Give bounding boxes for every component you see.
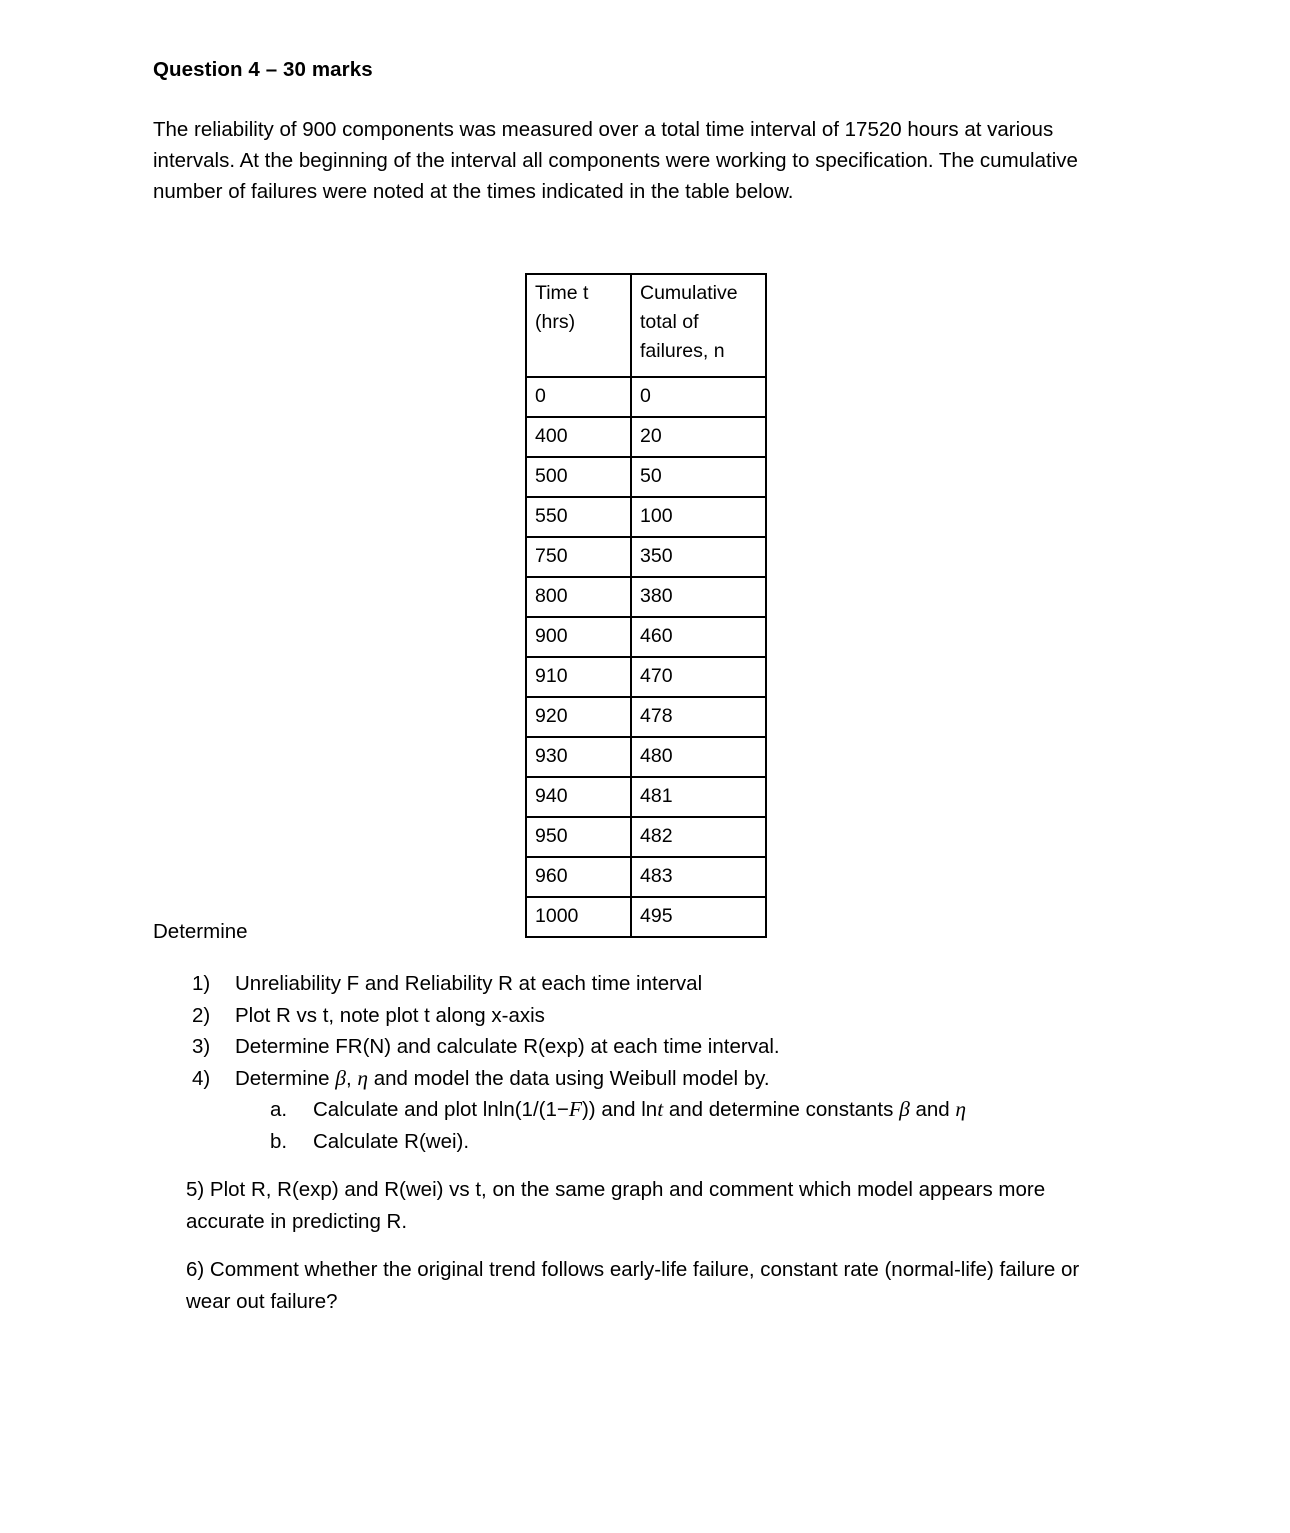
list-item-marker: 2) [192,1003,211,1027]
cell-time: 0 [526,377,631,417]
cell-time: 920 [526,697,631,737]
cell-time: 500 [526,457,631,497]
failures-table [525,273,767,938]
subitem-a-mid2: and determine constants [663,1098,900,1121]
beta-symbol: β [335,1065,346,1090]
table-row [526,497,766,537]
list-item [192,1000,1092,1032]
table-row [526,377,766,417]
cell-failures: 380 [631,577,766,617]
list-item-marker: 4) [192,1066,211,1090]
cell-failures: 100 [631,497,766,537]
page-title: Question 4 – 30 marks [153,58,373,81]
item4-lead: Determine [235,1066,336,1090]
cell-time: 400 [526,417,631,457]
list-item [192,1031,1092,1063]
cell-time: 1000 [526,897,631,937]
list-item [192,1063,1092,1095]
table-row [526,617,766,657]
subitem-a-lead: Calculate and plot lnln(1/(1− [313,1098,569,1121]
list-item [192,968,1092,1000]
cell-time: 940 [526,777,631,817]
list-item-label [235,1063,1092,1095]
cell-time: 800 [526,577,631,617]
table-header-cell-failures [631,274,766,377]
cell-time: 960 [526,857,631,897]
sub-list-item-marker: a. [270,1098,288,1121]
table-row [526,697,766,737]
eta-symbol: η [357,1065,369,1090]
f-variable: F [568,1097,582,1121]
list-item-marker: 3) [192,1035,211,1058]
cell-time: 910 [526,657,631,697]
table-header-time-line2: (hrs) [535,311,576,333]
table-header-failures-line1: Cumulative [640,282,738,304]
table-body [526,377,766,937]
eta-symbol: η [955,1097,967,1121]
determine-label: Determine [153,920,248,943]
table-row [526,537,766,577]
table-row [526,657,766,697]
list-item-marker: 1) [192,972,211,995]
beta-symbol: β [899,1097,910,1121]
cell-failures: 481 [631,777,766,817]
item4-tail: and model the data using Weibull model by. [368,1066,770,1090]
sub-list-item-label: Calculate R(wei). [313,1129,470,1153]
cell-failures: 470 [631,657,766,697]
t-variable: t [657,1097,664,1121]
table-row [526,417,766,457]
table-header-cell-time [526,274,631,377]
task-paragraph-6: 6) Comment whether the original trend follows early-life failure, constant rate (normal-life) failure or wear out failure? [186,1258,1080,1313]
cell-failures: 20 [631,417,766,457]
table-header [526,274,766,377]
table-header-failures-line2: total of [640,311,699,333]
cell-time: 950 [526,817,631,857]
list-item-label: Unreliability F and Reliability R at each time interval [235,972,703,995]
subitem-a-mid: )) and ln [581,1098,658,1121]
intro-paragraph: The reliability of 900 components was measured over a total time interval of 17520 hours at various intervals. At the beginning of the interval all components were working to specification. The cumulative number of failures were noted at the times indicated in the table below. [153,118,1078,203]
cell-time: 930 [526,737,631,777]
cell-failures: 0 [631,377,766,417]
subitem-a-mid3: and [909,1098,956,1121]
sub-list-item-marker: b. [270,1129,288,1153]
sub-list-item-label [313,1094,1090,1126]
sub-list-item [270,1094,1090,1126]
cell-time: 550 [526,497,631,537]
tasks-list [192,968,1092,1157]
sub-list-item [270,1126,1090,1158]
item4-comma: , [345,1066,358,1090]
table-row [526,457,766,497]
table-row [526,817,766,857]
table-row [526,577,766,617]
cell-time: 750 [526,537,631,577]
cell-failures: 350 [631,537,766,577]
tasks-sublist [270,1094,1090,1157]
cell-time: 900 [526,617,631,657]
cell-failures: 460 [631,617,766,657]
table-row [526,737,766,777]
table-header-time-line1: Time t [535,282,589,304]
table-row [526,897,766,937]
table-header-failures-line3: failures, n [640,340,725,362]
table-header-row [526,274,766,377]
cell-failures: 480 [631,737,766,777]
table-row [526,857,766,897]
cell-failures: 50 [631,457,766,497]
table-row [526,777,766,817]
cell-failures: 495 [631,897,766,937]
cell-failures: 483 [631,857,766,897]
task-paragraph-5: 5) Plot R, R(exp) and R(wei) vs t, on the same graph and comment which model appears more accurate in predicting R. [186,1178,1046,1233]
list-item-label: Plot R vs t, note plot t along x-axis [235,1003,545,1027]
cell-failures: 478 [631,697,766,737]
list-item-label: Determine FR(N) and calculate R(exp) at each time interval. [235,1035,780,1058]
cell-failures: 482 [631,817,766,857]
